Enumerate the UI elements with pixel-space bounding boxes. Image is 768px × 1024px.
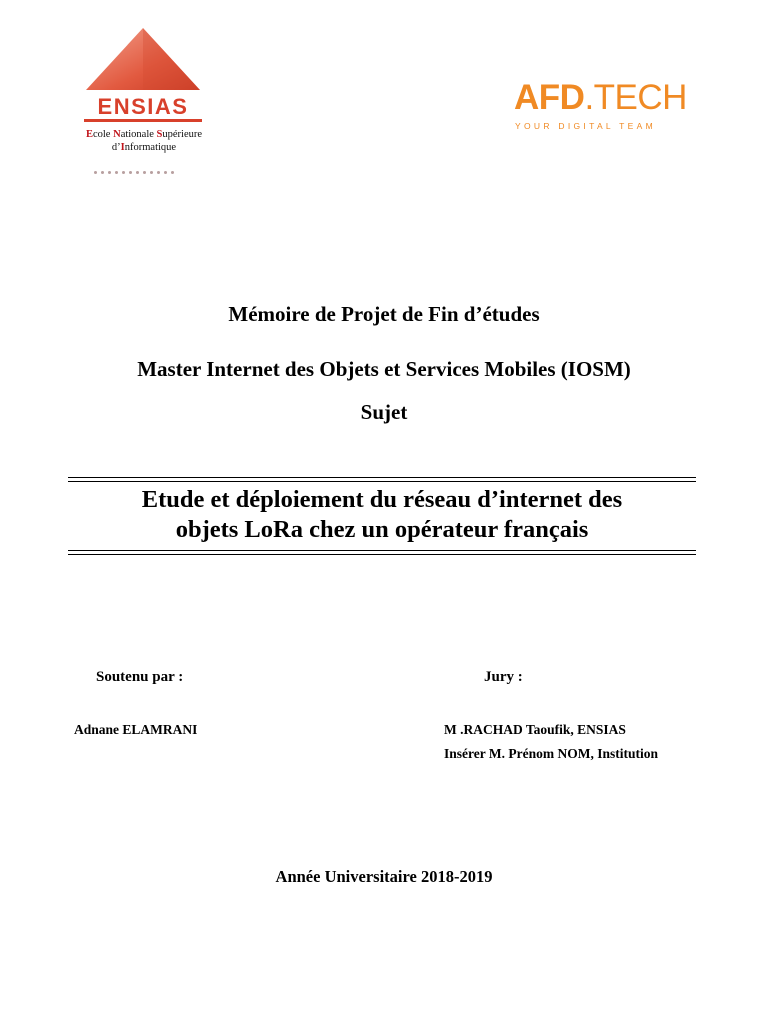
afd-tech-tagline: YOUR DIGITAL TEAM	[515, 121, 656, 131]
jury-member: Insérer M. Prénom NOM, Institution	[444, 746, 658, 761]
sujet-label: Sujet	[360, 400, 408, 424]
ensias-logo-underline	[84, 119, 202, 122]
academic-year: Année Universitaire 2018-2019	[275, 867, 493, 886]
memoire-title: Mémoire de Projet de Fin d’études	[228, 302, 540, 326]
ensias-logo-text: ENSIAS	[97, 94, 189, 119]
bottom-rule	[68, 554, 696, 555]
ensias-faint-marks	[92, 161, 202, 167]
top-rule-inner	[68, 481, 696, 482]
subject-title-line2: objets LoRa chez un opérateur français	[175, 516, 589, 543]
subject-title-line1: Etude et déploiement du réseau d’internet des	[141, 486, 623, 513]
student-name: Adnane ELAMRANI	[74, 722, 198, 737]
ensias-subtitle-line1: Ecole Nationale Supérieure	[85, 129, 203, 140]
ensias-subtitle-line2: d’Informatique	[111, 142, 177, 153]
bottom-rule-inner	[68, 550, 696, 551]
master-title: Master Internet des Objets et Services Mobiles (IOSM)	[137, 357, 631, 381]
subject-title	[68, 485, 696, 545]
afd-tech-logo: AFD.TECH	[514, 78, 687, 117]
soutenu-label: Soutenu par :	[96, 669, 184, 685]
jury-label: Jury :	[484, 669, 523, 685]
top-rule	[68, 477, 696, 478]
ensias-subtitle	[66, 128, 222, 154]
jury-member: M .RACHAD Taoufik, ENSIAS	[444, 722, 626, 737]
